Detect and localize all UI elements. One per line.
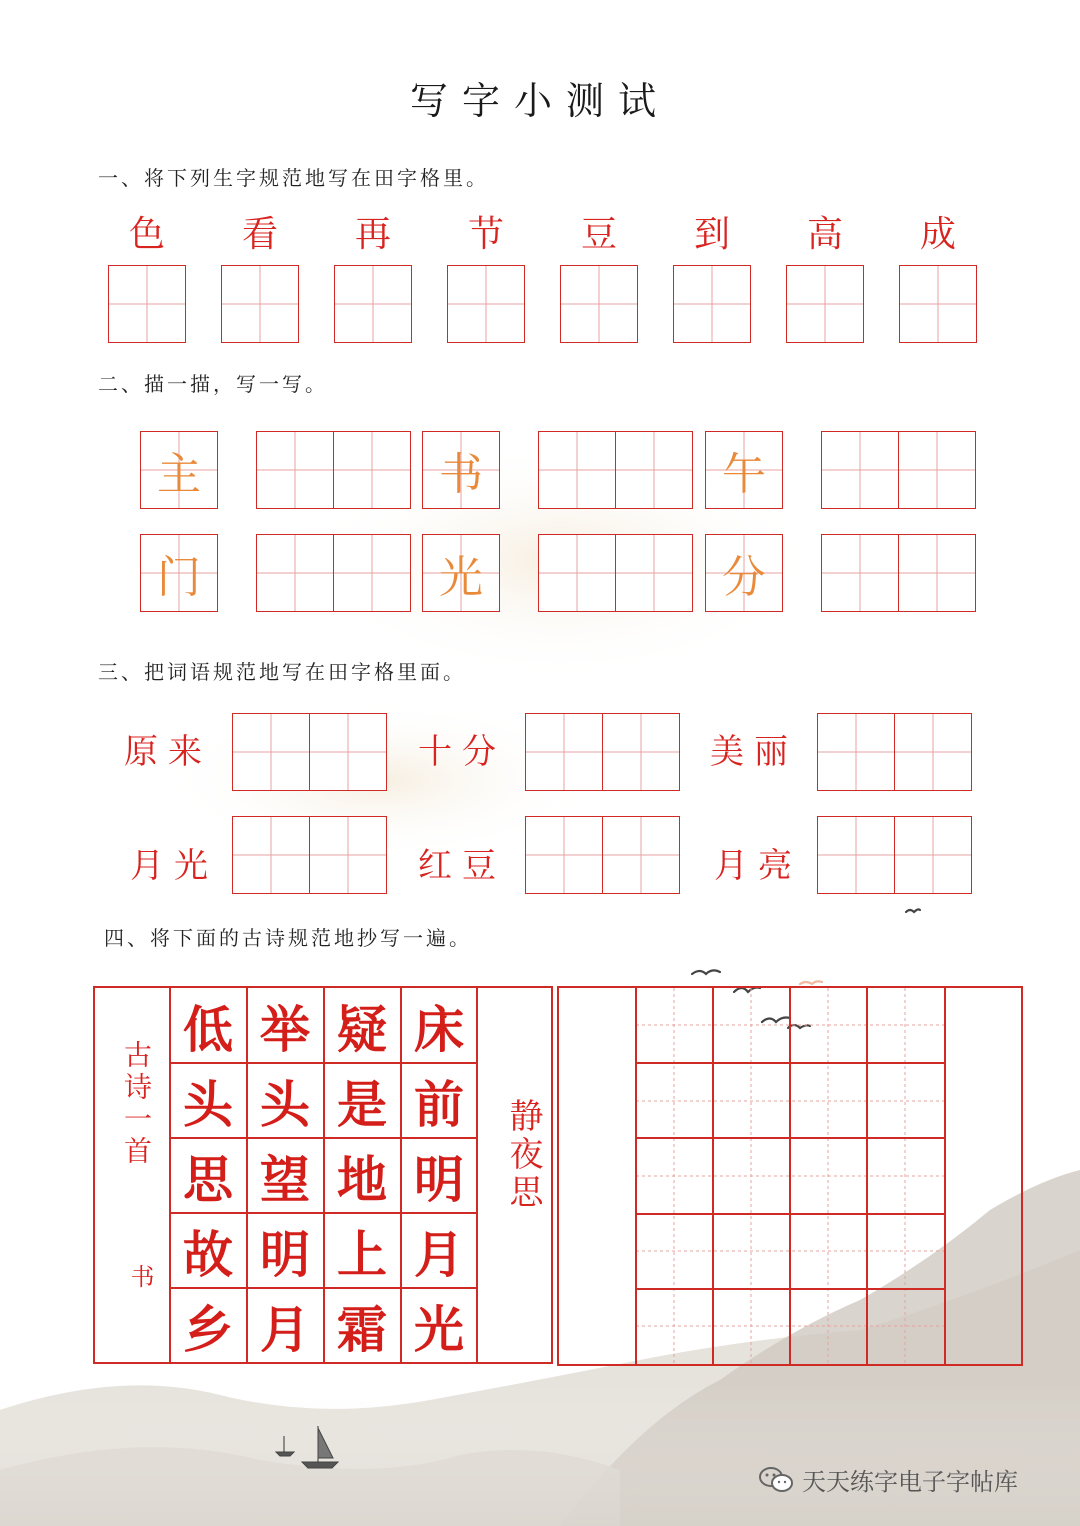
poem-char: 明: [260, 1224, 310, 1284]
writing-cell[interactable]: [894, 816, 972, 894]
page-title: 写字小测试: [409, 79, 670, 123]
writing-cell[interactable]: [602, 713, 680, 791]
writing-cell[interactable]: [108, 265, 186, 343]
watermark: [758, 1462, 1018, 1497]
writing-cell[interactable]: [221, 265, 299, 343]
writing-cell[interactable]: [821, 431, 899, 509]
model-char: 看: [241, 214, 278, 255]
poem-char: 头: [260, 1074, 310, 1134]
writing-cell[interactable]: [525, 816, 603, 894]
poem-char: 举: [260, 999, 310, 1059]
model-char: 成: [919, 214, 956, 255]
trace-cell[interactable]: 午: [705, 431, 783, 509]
word-label: 月光: [130, 846, 218, 886]
writing-cell[interactable]: [898, 431, 976, 509]
writing-cell[interactable]: [309, 713, 387, 791]
trace-cell[interactable]: 书: [422, 431, 500, 509]
wechat-icon: [758, 1466, 794, 1494]
writing-cell[interactable]: [786, 265, 864, 343]
trace-cell[interactable]: 分: [705, 534, 783, 612]
model-char: 节: [467, 214, 504, 255]
writing-cell[interactable]: [615, 431, 693, 509]
poem-practice-panel[interactable]: [557, 986, 1023, 1366]
poem-char: 思: [183, 1149, 233, 1209]
poem-char: 地: [337, 1149, 387, 1209]
writing-cell[interactable]: [821, 534, 899, 612]
side-label: 古诗一首: [120, 1040, 153, 1168]
model-char: 高: [806, 214, 843, 255]
poem-title: 静夜思: [503, 1098, 543, 1212]
writing-cell[interactable]: [894, 713, 972, 791]
side-sub-label: 书: [126, 1264, 154, 1288]
writing-cell[interactable]: [309, 816, 387, 894]
watermark-text: 天天练字电子字帖库: [802, 1469, 1018, 1496]
writing-cell[interactable]: [898, 534, 976, 612]
poem-grid-lines: [95, 988, 551, 1362]
poem-char: 上: [337, 1224, 387, 1284]
writing-cell[interactable]: [538, 534, 616, 612]
model-char: 到: [693, 214, 730, 255]
poem-char: 明: [414, 1149, 464, 1209]
writing-cell[interactable]: [525, 713, 603, 791]
word-label: 十分: [418, 732, 506, 772]
poem-char: 霜: [337, 1299, 387, 1359]
poem-char: 故: [183, 1224, 233, 1284]
trace-cell[interactable]: 门: [140, 534, 218, 612]
writing-cell[interactable]: [899, 265, 977, 343]
section1-heading: 一、将下列生字规范地写在田字格里。: [98, 166, 489, 190]
writing-cell[interactable]: [256, 431, 334, 509]
poem-char: 月: [414, 1224, 464, 1284]
writing-cell[interactable]: [334, 265, 412, 343]
poem-char: 光: [414, 1299, 464, 1359]
word-label: 原来: [124, 732, 212, 772]
poem-char: 乡: [183, 1299, 233, 1359]
poem-char: 疑: [337, 999, 387, 1059]
writing-cell[interactable]: [602, 816, 680, 894]
poem-char: 床: [414, 999, 464, 1059]
writing-cell[interactable]: [615, 534, 693, 612]
poem-char: 望: [260, 1149, 310, 1209]
writing-cell[interactable]: [232, 816, 310, 894]
practice-grid-lines: [559, 988, 1021, 1364]
writing-cell[interactable]: [560, 265, 638, 343]
poem-char: 前: [414, 1074, 464, 1134]
writing-cell[interactable]: [673, 265, 751, 343]
word-label: 月亮: [714, 846, 802, 886]
trace-cell[interactable]: 主: [140, 431, 218, 509]
poem-model-panel: [93, 986, 553, 1364]
trace-cell[interactable]: 光: [422, 534, 500, 612]
poem-char: 是: [337, 1074, 387, 1134]
writing-cell[interactable]: [538, 431, 616, 509]
writing-cell[interactable]: [232, 713, 310, 791]
poem-char: 头: [183, 1074, 233, 1134]
writing-cell[interactable]: [333, 431, 411, 509]
writing-cell[interactable]: [333, 534, 411, 612]
word-label: 美丽: [710, 732, 798, 772]
poem-char: 低: [183, 999, 233, 1059]
model-char: 豆: [580, 214, 617, 255]
writing-cell[interactable]: [256, 534, 334, 612]
word-label: 红豆: [418, 846, 506, 886]
poem-char: 月: [260, 1299, 310, 1359]
section2-heading: 二、描一描，写一写。: [98, 372, 328, 396]
writing-cell[interactable]: [817, 713, 895, 791]
writing-cell[interactable]: [447, 265, 525, 343]
model-char: 再: [354, 214, 391, 255]
section4-heading: 四、将下面的古诗规范地抄写一遍。: [104, 926, 472, 950]
section3-heading: 三、把词语规范地写在田字格里面。: [98, 660, 466, 684]
model-char: 色: [128, 214, 165, 255]
writing-cell[interactable]: [817, 816, 895, 894]
